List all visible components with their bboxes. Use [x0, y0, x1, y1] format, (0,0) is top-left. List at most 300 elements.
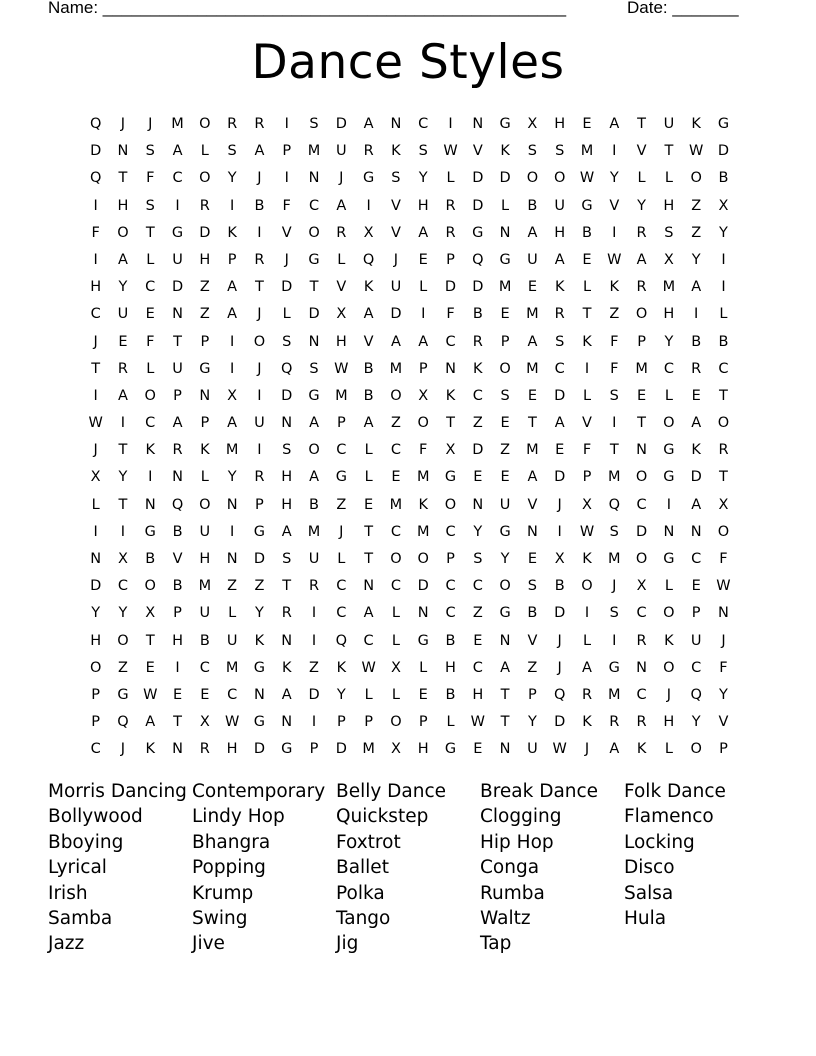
- grid-letter[interactable]: K: [582, 333, 592, 350]
- grid-letter[interactable]: X: [445, 442, 456, 459]
- grid-letter[interactable]: E: [473, 632, 483, 649]
- grid-letter[interactable]: E: [691, 578, 701, 595]
- grid-letter[interactable]: C: [445, 523, 456, 540]
- grid-letter[interactable]: D: [636, 523, 648, 540]
- grid-letter[interactable]: R: [636, 279, 647, 296]
- grid-letter[interactable]: L: [364, 442, 373, 459]
- grid-letter[interactable]: H: [199, 551, 211, 567]
- grid-letter[interactable]: M: [307, 143, 321, 160]
- date-field-label[interactable]: Date: _______: [627, 0, 739, 17]
- grid-letter[interactable]: P: [336, 714, 346, 731]
- grid-letter[interactable]: D: [90, 143, 102, 160]
- grid-letter[interactable]: E: [582, 251, 592, 268]
- grid-letter[interactable]: D: [554, 387, 566, 404]
- grid-letter[interactable]: P: [364, 714, 373, 731]
- grid-letter[interactable]: A: [309, 415, 319, 432]
- grid-letter[interactable]: U: [554, 197, 565, 214]
- grid-letter[interactable]: I: [612, 415, 617, 432]
- grid-letter[interactable]: S: [282, 333, 292, 350]
- grid-letter[interactable]: D: [281, 279, 293, 296]
- grid-letter[interactable]: R: [445, 197, 456, 214]
- grid-letter[interactable]: L: [664, 387, 673, 404]
- grid-letter[interactable]: L: [582, 279, 592, 296]
- grid-letter[interactable]: C: [472, 659, 483, 676]
- grid-letter[interactable]: S: [609, 605, 619, 622]
- grid-letter[interactable]: O: [390, 551, 402, 567]
- grid-letter[interactable]: L: [364, 469, 373, 486]
- grid-letter[interactable]: A: [691, 279, 702, 296]
- grid-letter[interactable]: I: [612, 143, 617, 160]
- grid-letter[interactable]: D: [253, 741, 266, 758]
- grid-letter[interactable]: Z: [336, 496, 347, 513]
- grid-letter[interactable]: F: [446, 306, 455, 323]
- grid-letter[interactable]: V: [281, 224, 292, 241]
- grid-letter[interactable]: C: [472, 578, 483, 595]
- grid-letter[interactable]: G: [253, 714, 266, 731]
- grid-letter[interactable]: K: [200, 442, 210, 459]
- grid-letter[interactable]: V: [582, 415, 592, 432]
- grid-letter[interactable]: H: [554, 116, 566, 132]
- grid-letter[interactable]: J: [557, 496, 562, 513]
- grid-letter[interactable]: X: [336, 306, 347, 323]
- grid-letter[interactable]: B: [718, 170, 729, 187]
- grid-letter[interactable]: M: [526, 360, 539, 377]
- grid-letter[interactable]: Q: [608, 496, 620, 513]
- grid-letter[interactable]: L: [582, 387, 592, 404]
- grid-letter[interactable]: C: [691, 551, 702, 567]
- grid-letter[interactable]: H: [281, 469, 293, 486]
- grid-letter[interactable]: B: [527, 197, 538, 214]
- grid-letter[interactable]: X: [90, 469, 101, 486]
- grid-letter[interactable]: M: [635, 360, 648, 377]
- grid-letter[interactable]: I: [721, 279, 726, 296]
- grid-letter[interactable]: Y: [691, 714, 701, 731]
- grid-letter[interactable]: B: [363, 387, 374, 404]
- grid-letter[interactable]: H: [281, 496, 293, 513]
- grid-letter[interactable]: O: [635, 469, 648, 486]
- grid-letter[interactable]: O: [499, 360, 511, 377]
- grid-letter[interactable]: C: [663, 360, 674, 377]
- grid-letter[interactable]: C: [445, 605, 456, 622]
- grid-letter[interactable]: N: [144, 496, 156, 513]
- grid-letter[interactable]: K: [336, 659, 347, 676]
- grid-letter[interactable]: L: [337, 251, 346, 268]
- grid-letter[interactable]: O: [117, 224, 129, 241]
- grid-letter[interactable]: J: [93, 442, 98, 459]
- grid-letter[interactable]: G: [171, 224, 184, 241]
- grid-letter[interactable]: E: [200, 686, 210, 703]
- grid-letter[interactable]: R: [117, 360, 128, 377]
- grid-letter[interactable]: N: [499, 224, 511, 241]
- grid-letter[interactable]: Y: [227, 469, 237, 486]
- grid-letter[interactable]: L: [391, 632, 400, 649]
- grid-letter[interactable]: O: [199, 496, 211, 513]
- grid-letter[interactable]: N: [308, 333, 320, 350]
- grid-letter[interactable]: L: [200, 469, 209, 486]
- grid-letter[interactable]: G: [472, 224, 484, 241]
- grid-letter[interactable]: C: [418, 116, 429, 132]
- grid-letter[interactable]: G: [444, 741, 457, 758]
- grid-letter[interactable]: S: [145, 197, 155, 214]
- grid-letter[interactable]: S: [391, 170, 401, 187]
- grid-letter[interactable]: G: [663, 442, 675, 459]
- grid-letter[interactable]: R: [691, 360, 702, 377]
- grid-letter[interactable]: R: [172, 442, 183, 459]
- grid-letter[interactable]: P: [500, 333, 510, 350]
- grid-letter[interactable]: R: [199, 741, 210, 758]
- grid-letter[interactable]: Z: [472, 415, 483, 432]
- grid-letter[interactable]: Q: [89, 116, 102, 132]
- grid-letter[interactable]: I: [311, 605, 317, 622]
- grid-letter[interactable]: E: [391, 469, 401, 486]
- grid-letter[interactable]: G: [253, 659, 266, 676]
- grid-letter[interactable]: I: [612, 224, 617, 241]
- grid-letter[interactable]: E: [527, 387, 537, 404]
- grid-letter[interactable]: E: [555, 442, 565, 459]
- grid-letter[interactable]: L: [664, 578, 673, 595]
- grid-letter[interactable]: N: [390, 116, 402, 132]
- grid-letter[interactable]: U: [308, 551, 320, 567]
- grid-letter[interactable]: N: [636, 442, 648, 459]
- grid-letter[interactable]: I: [311, 632, 317, 649]
- grid-letter[interactable]: P: [227, 251, 237, 268]
- grid-letter[interactable]: O: [199, 170, 211, 187]
- grid-letter[interactable]: F: [146, 170, 155, 187]
- grid-letter[interactable]: I: [284, 116, 289, 132]
- grid-letter[interactable]: H: [226, 741, 238, 758]
- grid-letter[interactable]: Z: [527, 659, 538, 676]
- grid-letter[interactable]: A: [227, 279, 238, 296]
- grid-letter[interactable]: O: [663, 415, 675, 432]
- grid-letter[interactable]: A: [691, 415, 702, 432]
- grid-letter[interactable]: A: [500, 659, 511, 676]
- grid-letter[interactable]: I: [257, 224, 262, 241]
- grid-letter[interactable]: J: [93, 333, 98, 350]
- grid-letter[interactable]: W: [88, 415, 103, 432]
- grid-letter[interactable]: D: [281, 387, 293, 404]
- grid-letter[interactable]: T: [173, 714, 182, 731]
- grid-letter[interactable]: M: [362, 741, 375, 758]
- grid-letter[interactable]: Z: [609, 306, 620, 323]
- grid-letter[interactable]: R: [445, 224, 456, 241]
- grid-letter[interactable]: B: [445, 686, 456, 703]
- grid-letter[interactable]: Q: [553, 686, 566, 703]
- grid-letter[interactable]: O: [253, 333, 266, 350]
- grid-letter[interactable]: V: [336, 279, 347, 296]
- grid-letter[interactable]: U: [199, 523, 211, 540]
- grid-letter[interactable]: A: [691, 496, 702, 513]
- grid-letter[interactable]: D: [690, 469, 702, 486]
- grid-letter[interactable]: W: [579, 523, 595, 540]
- grid-letter[interactable]: V: [718, 714, 729, 731]
- grid-letter[interactable]: I: [93, 387, 98, 404]
- grid-letter[interactable]: R: [254, 251, 265, 268]
- grid-letter[interactable]: B: [172, 578, 183, 595]
- grid-letter[interactable]: M: [526, 442, 539, 459]
- grid-letter[interactable]: A: [281, 686, 292, 703]
- grid-letter[interactable]: Y: [609, 170, 619, 187]
- grid-letter[interactable]: V: [363, 333, 374, 350]
- grid-letter[interactable]: I: [421, 306, 426, 323]
- grid-letter[interactable]: N: [172, 741, 183, 758]
- grid-letter[interactable]: H: [472, 686, 484, 703]
- grid-letter[interactable]: Y: [500, 551, 510, 567]
- grid-letter[interactable]: K: [609, 279, 620, 296]
- grid-letter[interactable]: C: [390, 523, 401, 540]
- grid-letter[interactable]: D: [199, 224, 211, 241]
- grid-letter[interactable]: P: [200, 415, 210, 432]
- grid-letter[interactable]: P: [173, 605, 182, 622]
- grid-letter[interactable]: X: [418, 387, 429, 404]
- grid-letter[interactable]: D: [390, 306, 402, 323]
- grid-letter[interactable]: T: [719, 387, 728, 404]
- grid-letter[interactable]: N: [226, 551, 238, 567]
- grid-letter[interactable]: K: [500, 143, 510, 160]
- grid-letter[interactable]: E: [582, 116, 592, 132]
- grid-letter[interactable]: X: [390, 741, 401, 758]
- grid-letter[interactable]: I: [93, 523, 98, 540]
- grid-letter[interactable]: M: [580, 143, 594, 160]
- grid-letter[interactable]: N: [499, 632, 511, 649]
- grid-letter[interactable]: R: [336, 224, 347, 241]
- grid-letter[interactable]: E: [500, 306, 510, 323]
- grid-letter[interactable]: C: [199, 659, 210, 676]
- grid-letter[interactable]: Y: [118, 469, 128, 486]
- grid-letter[interactable]: X: [582, 496, 592, 513]
- grid-letter[interactable]: X: [363, 224, 374, 241]
- grid-letter[interactable]: A: [609, 116, 620, 132]
- grid-letter[interactable]: E: [527, 279, 537, 296]
- grid-letter[interactable]: J: [257, 170, 262, 187]
- grid-letter[interactable]: B: [145, 551, 156, 567]
- grid-letter[interactable]: L: [719, 306, 728, 323]
- grid-letter[interactable]: M: [335, 387, 348, 404]
- grid-letter[interactable]: K: [636, 741, 647, 758]
- grid-letter[interactable]: Y: [118, 605, 128, 622]
- grid-letter[interactable]: K: [582, 551, 592, 567]
- grid-letter[interactable]: N: [281, 632, 293, 649]
- grid-letter[interactable]: T: [91, 360, 101, 377]
- grid-letter[interactable]: K: [445, 387, 456, 404]
- grid-letter[interactable]: W: [143, 686, 158, 703]
- grid-letter[interactable]: F: [282, 197, 291, 214]
- grid-letter[interactable]: S: [609, 523, 619, 540]
- grid-letter[interactable]: S: [227, 143, 237, 160]
- grid-letter[interactable]: Z: [691, 197, 702, 214]
- grid-letter[interactable]: W: [334, 360, 349, 377]
- grid-letter[interactable]: V: [390, 197, 401, 214]
- grid-letter[interactable]: A: [418, 333, 429, 350]
- grid-letter[interactable]: M: [389, 496, 403, 513]
- grid-letter[interactable]: A: [527, 469, 538, 486]
- grid-letter[interactable]: G: [199, 360, 211, 377]
- grid-letter[interactable]: M: [225, 659, 239, 676]
- grid-letter[interactable]: Z: [390, 415, 401, 432]
- grid-letter[interactable]: Q: [472, 251, 484, 268]
- grid-letter[interactable]: A: [172, 415, 183, 432]
- grid-letter[interactable]: N: [308, 170, 320, 187]
- grid-letter[interactable]: A: [363, 116, 374, 132]
- grid-letter[interactable]: F: [719, 659, 728, 676]
- grid-letter[interactable]: O: [144, 578, 156, 595]
- grid-letter[interactable]: P: [418, 360, 428, 377]
- grid-letter[interactable]: S: [282, 442, 292, 459]
- grid-letter[interactable]: N: [117, 143, 129, 160]
- grid-letter[interactable]: A: [145, 714, 156, 731]
- grid-letter[interactable]: Y: [527, 714, 537, 731]
- grid-letter[interactable]: G: [308, 251, 320, 268]
- grid-letter[interactable]: J: [257, 306, 262, 323]
- grid-letter[interactable]: C: [145, 415, 156, 432]
- grid-letter[interactable]: D: [308, 686, 320, 703]
- grid-letter[interactable]: G: [499, 251, 511, 268]
- grid-letter[interactable]: Y: [255, 605, 264, 622]
- grid-letter[interactable]: Y: [719, 686, 728, 703]
- grid-letter[interactable]: T: [145, 632, 155, 649]
- grid-letter[interactable]: O: [499, 578, 511, 595]
- grid-letter[interactable]: J: [721, 632, 726, 649]
- grid-letter[interactable]: D: [472, 442, 484, 459]
- grid-letter[interactable]: F: [719, 551, 728, 567]
- grid-letter[interactable]: L: [637, 170, 646, 187]
- grid-letter[interactable]: R: [609, 714, 620, 731]
- grid-letter[interactable]: T: [664, 143, 674, 160]
- grid-letter[interactable]: P: [200, 333, 210, 350]
- grid-letter[interactable]: U: [254, 415, 265, 432]
- grid-letter[interactable]: Q: [690, 686, 702, 703]
- grid-letter[interactable]: Z: [691, 224, 702, 241]
- grid-letter[interactable]: X: [718, 496, 729, 513]
- grid-letter[interactable]: I: [721, 251, 726, 268]
- grid-letter[interactable]: E: [418, 686, 428, 703]
- grid-letter[interactable]: Z: [199, 279, 210, 296]
- grid-letter[interactable]: N: [281, 415, 293, 432]
- grid-letter[interactable]: F: [419, 442, 428, 459]
- grid-letter[interactable]: P: [309, 741, 319, 758]
- grid-letter[interactable]: P: [691, 605, 701, 622]
- grid-letter[interactable]: P: [446, 251, 455, 268]
- grid-letter[interactable]: J: [120, 741, 126, 758]
- grid-letter[interactable]: J: [557, 632, 562, 649]
- grid-letter[interactable]: J: [584, 741, 590, 758]
- grid-letter[interactable]: D: [335, 116, 347, 132]
- grid-letter[interactable]: A: [172, 143, 183, 160]
- grid-letter[interactable]: X: [227, 387, 238, 404]
- grid-letter[interactable]: H: [417, 197, 429, 214]
- grid-letter[interactable]: S: [609, 387, 619, 404]
- grid-letter[interactable]: N: [172, 306, 183, 323]
- grid-letter[interactable]: C: [636, 496, 647, 513]
- grid-letter[interactable]: C: [554, 360, 565, 377]
- grid-letter[interactable]: U: [527, 741, 538, 758]
- grid-letter[interactable]: C: [445, 578, 456, 595]
- grid-letter[interactable]: U: [690, 632, 702, 649]
- grid-letter[interactable]: U: [226, 632, 238, 649]
- grid-letter[interactable]: J: [393, 251, 399, 268]
- grid-letter[interactable]: N: [417, 605, 429, 622]
- grid-letter[interactable]: C: [445, 333, 456, 350]
- grid-letter[interactable]: J: [557, 659, 562, 676]
- grid-letter[interactable]: G: [499, 116, 511, 132]
- grid-letter[interactable]: A: [582, 659, 592, 676]
- grid-letter[interactable]: P: [582, 469, 592, 486]
- grid-letter[interactable]: A: [117, 387, 128, 404]
- grid-letter[interactable]: L: [446, 714, 455, 731]
- grid-letter[interactable]: K: [145, 442, 155, 459]
- grid-letter[interactable]: C: [472, 387, 483, 404]
- grid-letter[interactable]: T: [118, 170, 128, 187]
- grid-letter[interactable]: Q: [362, 251, 375, 268]
- grid-letter[interactable]: S: [145, 143, 155, 160]
- grid-letter[interactable]: S: [418, 143, 428, 160]
- grid-letter[interactable]: N: [499, 741, 511, 758]
- grid-letter[interactable]: C: [227, 686, 238, 703]
- grid-letter[interactable]: L: [146, 360, 155, 377]
- grid-letter[interactable]: U: [117, 306, 129, 323]
- grid-letter[interactable]: K: [554, 279, 565, 296]
- grid-letter[interactable]: L: [446, 170, 455, 187]
- grid-letter[interactable]: I: [612, 632, 617, 649]
- grid-letter[interactable]: L: [228, 605, 237, 622]
- grid-letter[interactable]: Y: [719, 224, 728, 241]
- grid-letter[interactable]: Y: [118, 279, 128, 296]
- grid-letter[interactable]: S: [664, 224, 674, 241]
- grid-letter[interactable]: N: [526, 523, 538, 540]
- grid-letter[interactable]: G: [281, 741, 293, 758]
- grid-letter[interactable]: A: [554, 251, 565, 268]
- grid-letter[interactable]: L: [501, 197, 510, 214]
- grid-letter[interactable]: Z: [117, 659, 128, 676]
- grid-letter[interactable]: T: [118, 496, 128, 513]
- grid-letter[interactable]: A: [227, 306, 238, 323]
- grid-letter[interactable]: A: [336, 197, 347, 214]
- grid-letter[interactable]: A: [609, 741, 620, 758]
- grid-letter[interactable]: D: [554, 605, 566, 622]
- grid-letter[interactable]: T: [173, 333, 182, 350]
- grid-letter[interactable]: A: [554, 415, 565, 432]
- grid-letter[interactable]: M: [662, 279, 676, 296]
- grid-letter[interactable]: K: [691, 442, 701, 459]
- grid-letter[interactable]: V: [472, 143, 483, 160]
- grid-letter[interactable]: G: [717, 116, 730, 132]
- grid-letter[interactable]: U: [499, 496, 511, 513]
- grid-letter[interactable]: R: [581, 686, 593, 703]
- grid-letter[interactable]: P: [91, 686, 101, 703]
- grid-letter[interactable]: O: [663, 605, 675, 622]
- grid-letter[interactable]: X: [390, 659, 401, 676]
- grid-letter[interactable]: I: [284, 170, 289, 187]
- grid-letter[interactable]: C: [636, 605, 647, 622]
- grid-letter[interactable]: Y: [227, 170, 237, 187]
- grid-letter[interactable]: Y: [637, 197, 647, 214]
- grid-letter[interactable]: O: [553, 170, 566, 187]
- grid-letter[interactable]: O: [663, 659, 675, 676]
- grid-letter[interactable]: H: [445, 659, 456, 676]
- grid-letter[interactable]: A: [527, 224, 538, 241]
- grid-letter[interactable]: M: [389, 360, 403, 377]
- grid-letter[interactable]: C: [336, 605, 347, 622]
- grid-letter[interactable]: Z: [254, 578, 265, 595]
- grid-letter[interactable]: A: [309, 469, 319, 486]
- grid-letter[interactable]: W: [361, 659, 376, 676]
- grid-letter[interactable]: H: [663, 197, 675, 214]
- grid-letter[interactable]: W: [224, 714, 240, 731]
- grid-letter[interactable]: Q: [335, 632, 348, 649]
- grid-letter[interactable]: P: [637, 333, 646, 350]
- grid-letter[interactable]: D: [444, 279, 457, 296]
- grid-letter[interactable]: P: [528, 686, 537, 703]
- grid-letter[interactable]: P: [173, 387, 182, 404]
